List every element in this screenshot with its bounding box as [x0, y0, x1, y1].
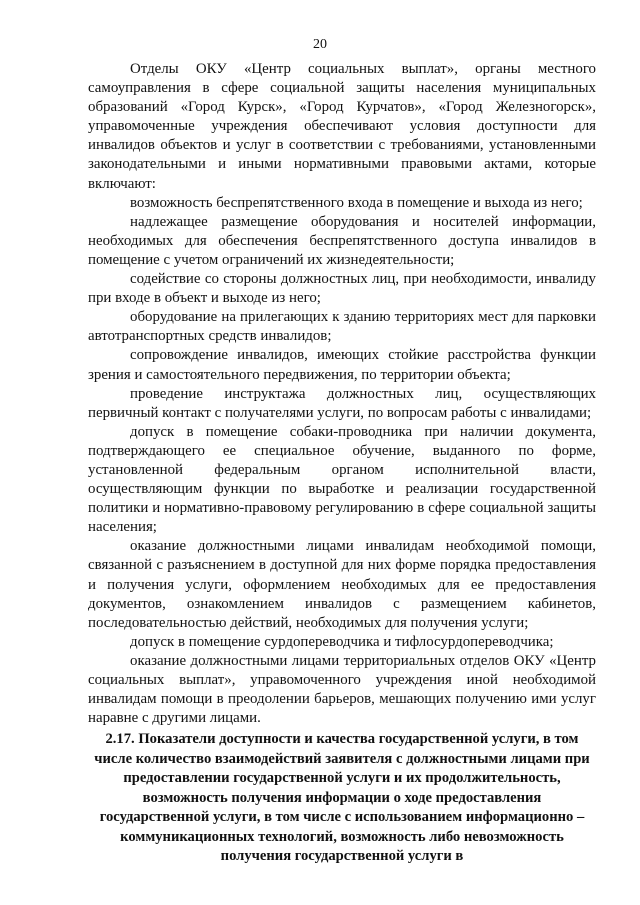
- paragraph-item: оказание должностными лицами территориальных отделов ОКУ «Центр социальных выплат», управомоченного учреждения иной необходимой инвалидам помощи в преодолении барьеров, мешающих получению ими услуг наравне с другими лицами.: [88, 652, 596, 727]
- body-text: [88, 60, 596, 728]
- paragraph-item: проведение инструктажа должностных лиц, осуществляющих первичный контакт с получателями услуги, по вопросам работы с инвалидами;: [88, 385, 596, 421]
- paragraph-item: возможность беспрепятственного входа в помещение и выхода из него;: [130, 194, 583, 211]
- paragraph-intro: Отделы ОКУ «Центр социальных выплат», органы местного самоуправления в сфере социальной защиты населения муниципальных образований «Город Курск», «Город Курчатов», «Город Железногорск», управомоченные учреждения обеспечивают условия доступности для инвалидов объектов и услуг в соответствии с требованиями, установленными законодательными и иными нормативными правовыми актами, которые включают:: [88, 61, 596, 192]
- paragraph-item: надлежащее размещение оборудования и носителей информации, необходимых для обеспечения беспрепятственного доступа инвалидов в помещение с учетом ограничений их жизнедеятельности;: [88, 213, 596, 268]
- paragraph-item: оказание должностными лицами инвалидам необходимой помощи, связанной с разъяснением в доступной для них форме порядка предоставления и получения услуги, оформлением необходимых для ее предоставления документов, ознакомлением инвалидов с размещением кабинетов, последовательностью действий, необходимых для получения услуги;: [88, 538, 596, 631]
- paragraph-item: допуск в помещение собаки-проводника при наличии документа, подтверждающего ее специальное обучение, выданного по форме, установленной федеральным органом исполнительной власти, осуществляющим функции по выработке и реализации государственной политики и нормативно-правовому регулированию в сфере социальной защиты населения;: [88, 423, 596, 536]
- paragraph-item: содействие со стороны должностных лиц, при необходимости, инвалиду при входе в объект и выходе из него;: [88, 271, 596, 307]
- paragraph-item: сопровождение инвалидов, имеющих стойкие расстройства функции зрения и самостоятельного передвижения, по территории объекта;: [88, 347, 596, 383]
- paragraph-item: допуск в помещение сурдопереводчика и тифлосурдопереводчика;: [130, 633, 554, 650]
- section-heading: 2.17. Показатели доступности и качества государственной услуги, в том числе количество взаимодействий заявителя с должностными лицами при предоставлении государственной услуги и их продолжительность, возможность получения информации о ходе предоставления государственной услуги, в том числе с использованием информационно – коммуникационных технологий, возможность либо невозможность получения государственной услуги в: [94, 731, 590, 864]
- paragraph-item: оборудование на прилегающих к зданию территориях мест для парковки автотранспортных средств инвалидов;: [88, 309, 596, 345]
- page-number: 20: [313, 37, 327, 52]
